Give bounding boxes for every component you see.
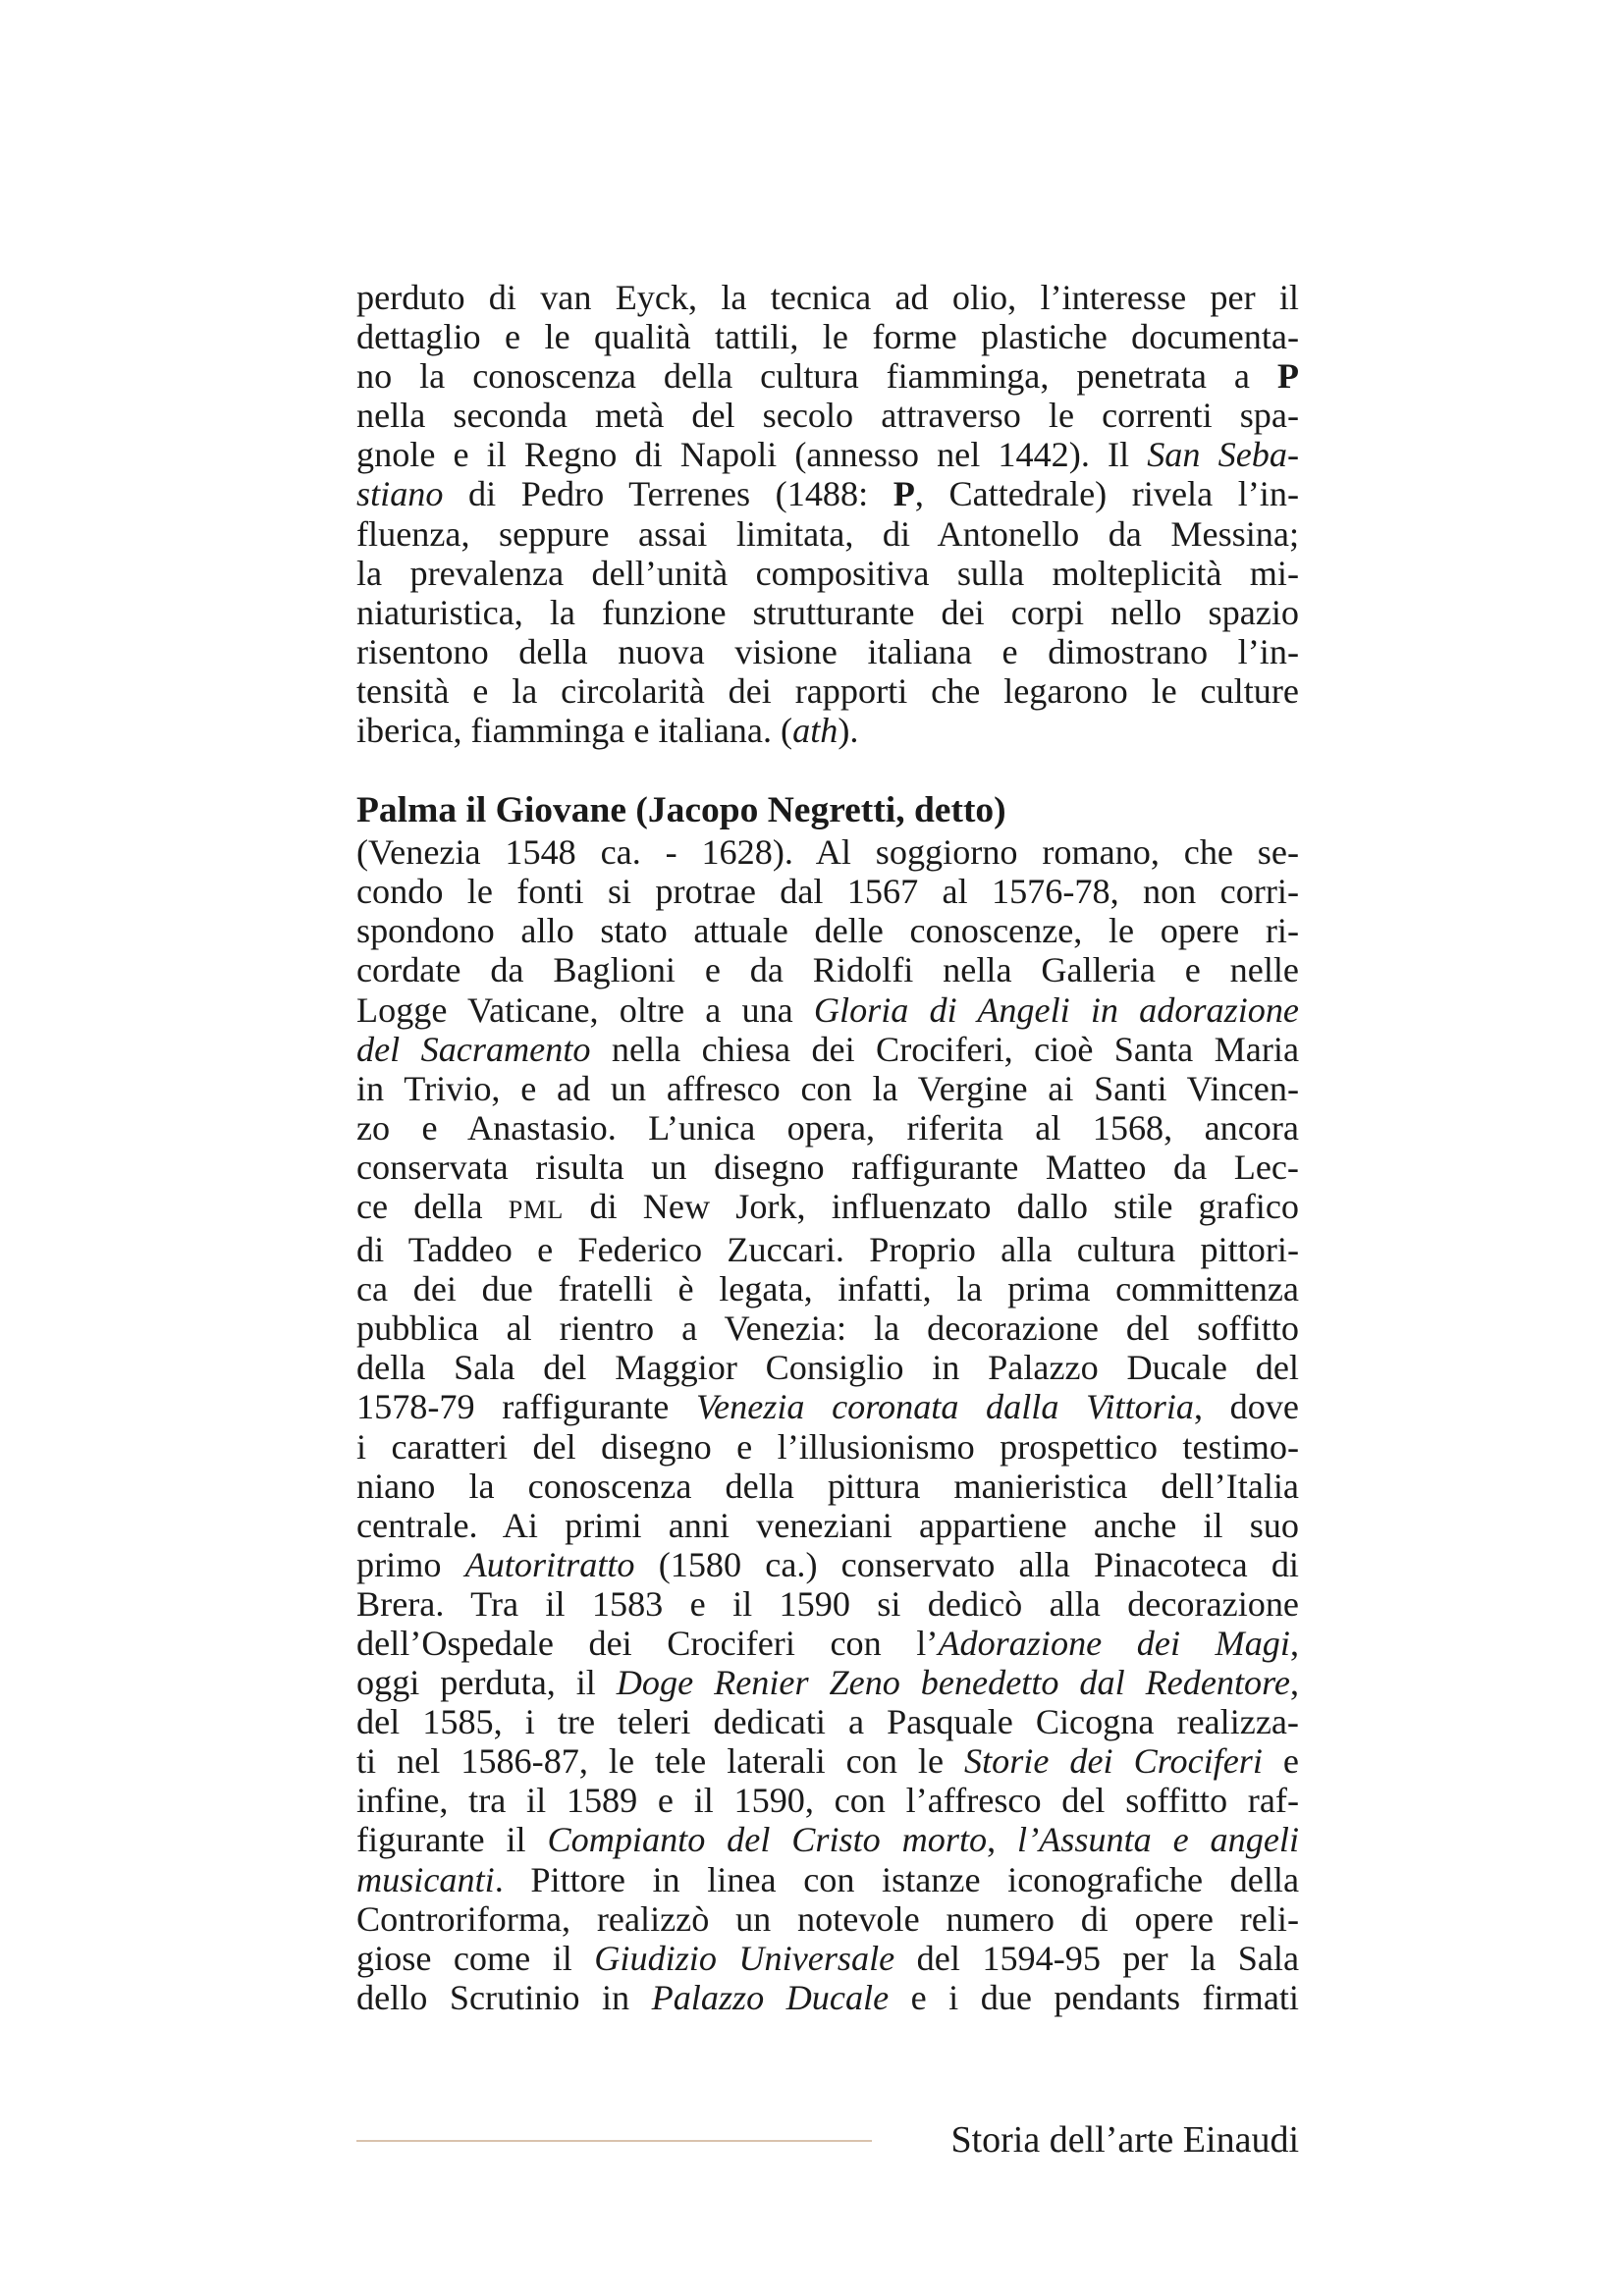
text-line <box>356 1387 1299 1426</box>
entry-title: Palma il Giovane (Jacopo Negretti, detto) <box>356 790 1006 831</box>
text-line <box>356 1348 1299 1387</box>
text-run: ti nel 1586-87, le tele laterali con le <box>356 1741 964 1782</box>
text-run: dello Scrutinio in <box>356 1977 652 2017</box>
text-run: (Venezia 1548 ca. - 1628). Al soggiorno romano, che se- <box>356 832 1299 873</box>
text-line <box>356 1467 1299 1506</box>
italic-text: Storie dei Crociferi <box>963 1741 1263 1782</box>
text-line <box>356 278 1299 317</box>
text-run: nella chiesa dei Crociferi, cioè Santa Maria <box>590 1029 1299 1069</box>
text-run: di Pedro Terrenes (1488: <box>443 474 893 514</box>
text-run: di New Jork, influenzato dallo stile grafico <box>564 1186 1300 1226</box>
text-run: fluenza, seppure assai limitata, di Antonello da Messina; <box>356 513 1299 554</box>
text-line <box>356 1427 1299 1467</box>
text-run: Controriforma, realizzò un notevole numero di opere reli- <box>356 1898 1299 1939</box>
text-line <box>356 435 1299 474</box>
text-run: primo <box>356 1544 465 1584</box>
text-line <box>356 396 1299 435</box>
text-line <box>356 1108 1299 1148</box>
text-run: , Cattedrale) rivela l’in- <box>914 474 1299 514</box>
text-line <box>356 1308 1299 1348</box>
text-line <box>356 632 1299 671</box>
text-run: infine, tra il 1589 e il 1590, con l’affresco del soffitto raf- <box>356 1781 1299 1821</box>
running-title: Storia dell’arte Einaudi <box>950 2119 1299 2161</box>
continuation-paragraph <box>356 278 1299 750</box>
text-line <box>356 1584 1299 1624</box>
entry-paragraph <box>356 832 1299 2017</box>
text-line <box>356 1820 1299 1859</box>
text-line <box>356 1702 1299 1741</box>
text-line <box>356 1269 1299 1308</box>
text-run: ). <box>838 711 859 751</box>
text-line <box>356 1230 1299 1269</box>
text-run: zo e Anastasio. L’unica opera, riferita al 1568, ancora <box>356 1107 1299 1148</box>
small-caps-text: PML <box>508 1195 565 1224</box>
italic-text: Compianto del Cristo morto <box>547 1820 988 1860</box>
text-run: iberica, fiamminga e italiana. ( <box>356 711 793 751</box>
text-run: i caratteri del disegno e l’illusionismo prospettico testimo- <box>356 1426 1299 1467</box>
text-run: , <box>1289 1624 1299 1663</box>
text-run: nella seconda metà del secolo attraverso le correnti spa- <box>356 396 1299 436</box>
text-run: di Taddeo e Federico Zuccari. Proprio alla cultura pittori- <box>356 1230 1299 1270</box>
text-run: Logge Vaticane, oltre a una <box>356 989 814 1030</box>
text-line <box>356 1741 1299 1781</box>
bold-text: P <box>1276 356 1299 397</box>
text-line <box>356 356 1299 396</box>
text-line <box>356 1030 1299 1069</box>
italic-text: Gloria di Angeli in adorazione <box>813 989 1299 1030</box>
text-run: della Sala del Maggior Consiglio in Palazzo Ducale del <box>356 1348 1299 1388</box>
text-run: risentono della nuova visione italiana e dimostrano l’in- <box>356 631 1299 671</box>
text-line <box>356 832 1299 872</box>
text-line <box>356 1069 1299 1108</box>
text-line <box>356 593 1299 632</box>
text-line <box>356 711 1299 750</box>
text-run: centrale. Ai primi anni veneziani appartiene anche il suo <box>356 1505 1299 1545</box>
text-run: condo le fonti si protrae dal 1567 al 1576-78, non corri- <box>356 872 1299 912</box>
text-run: niaturistica, la funzione strutturante dei corpi nello spazio <box>356 592 1299 632</box>
text-run: , <box>987 1820 1018 1860</box>
text-line <box>356 1148 1299 1187</box>
text-run: conservata risulta un disegno raffigurante Matteo da Lec- <box>356 1147 1299 1187</box>
text-run: tensità e la circolarità dei rapporti che legarono le culture <box>356 670 1299 711</box>
text-run: dettaglio e le qualità tattili, le forme plastiche documenta- <box>356 317 1299 357</box>
text-line <box>356 1187 1299 1230</box>
text-run: . Pittore in linea con istanze iconografiche della <box>494 1859 1299 1899</box>
text-run: , <box>1289 1663 1299 1703</box>
text-line <box>356 1860 1299 1899</box>
text-run: del 1594-95 per la Sala <box>894 1938 1300 1978</box>
italic-text: musicanti <box>356 1859 495 1899</box>
italic-text: stiano <box>356 474 444 514</box>
text-run: la prevalenza dell’unità compositiva sulla molteplicità mi- <box>356 553 1299 593</box>
italic-text: l’Assunta e angeli <box>1017 1820 1299 1860</box>
text-line <box>356 1978 1299 2017</box>
text-run: dell’Ospedale dei Crociferi con l’ <box>356 1624 939 1663</box>
italic-text: del Sacramento <box>356 1029 591 1069</box>
text-run: in Trivio, e ad un affresco con la Vergine ai Santi Vincen- <box>356 1068 1299 1108</box>
text-run: e <box>1262 1741 1299 1782</box>
text-run: Brera. Tra il 1583 e il 1590 si dedicò alla decorazione <box>356 1583 1299 1624</box>
text-line <box>356 950 1299 989</box>
text-line <box>356 872 1299 911</box>
text-run: giose come il <box>356 1938 595 1978</box>
text-run: ca dei due fratelli è legata, infatti, la prima committenza <box>356 1269 1299 1309</box>
italic-text: San Seba- <box>1147 435 1299 475</box>
text-run: figurante il <box>356 1820 548 1860</box>
text-line <box>356 474 1299 513</box>
text-run: pubblica al rientro a Venezia: la decorazione del soffitto <box>356 1308 1299 1349</box>
text-run: no la conoscenza della cultura fiamminga, penetrata a <box>356 356 1277 397</box>
italic-text: ath <box>792 711 839 751</box>
text-run: niano la conoscenza della pittura manieristica dell’Italia <box>356 1466 1299 1506</box>
text-line <box>356 1781 1299 1820</box>
italic-text: Palazzo Ducale <box>651 1977 890 2017</box>
bold-text: P <box>893 474 915 514</box>
text-run: , dove <box>1193 1387 1299 1427</box>
text-run: del 1585, i tre teleri dedicati a Pasquale Cicogna realizza- <box>356 1702 1299 1742</box>
text-run: cordate da Baglioni e da Ridolfi nella Galleria e nelle <box>356 950 1299 990</box>
text-run: (1580 ca.) conservato alla Pinacoteca di <box>634 1544 1299 1584</box>
page-body <box>356 278 1299 2017</box>
text-run: oggi perduta, il <box>356 1663 617 1703</box>
text-line <box>356 1545 1299 1584</box>
italic-text: Doge Renier Zeno benedetto dal Redentore <box>616 1663 1290 1703</box>
text-line <box>356 317 1299 356</box>
text-run: spondono allo stato attuale delle conoscenze, le opere ri- <box>356 911 1299 951</box>
text-line <box>356 1624 1299 1663</box>
text-line <box>356 1663 1299 1702</box>
text-line <box>356 514 1299 554</box>
text-run: perduto di van Eyck, la tecnica ad olio, l’interesse per il <box>356 278 1299 317</box>
text-line <box>356 671 1299 711</box>
text-line <box>356 1506 1299 1545</box>
italic-text: Autoritratto <box>464 1544 635 1584</box>
text-run: ce della <box>356 1186 509 1226</box>
text-run: gnole e il Regno di Napoli (annesso nel 1442). Il <box>356 435 1148 475</box>
text-line <box>356 554 1299 593</box>
italic-text: Adorazione dei Magi <box>938 1624 1290 1663</box>
text-line <box>356 911 1299 950</box>
italic-text: Giudizio Universale <box>594 1938 895 1978</box>
text-run: 1578-79 raffigurante <box>356 1387 696 1427</box>
footer-rule <box>356 2140 872 2142</box>
page-footer <box>356 2114 1299 2165</box>
text-run: e i due pendants firmati <box>889 1977 1299 2017</box>
text-line <box>356 990 1299 1030</box>
text-line <box>356 1899 1299 1939</box>
italic-text: Venezia coronata dalla Vittoria <box>695 1387 1194 1427</box>
text-line <box>356 1939 1299 1978</box>
